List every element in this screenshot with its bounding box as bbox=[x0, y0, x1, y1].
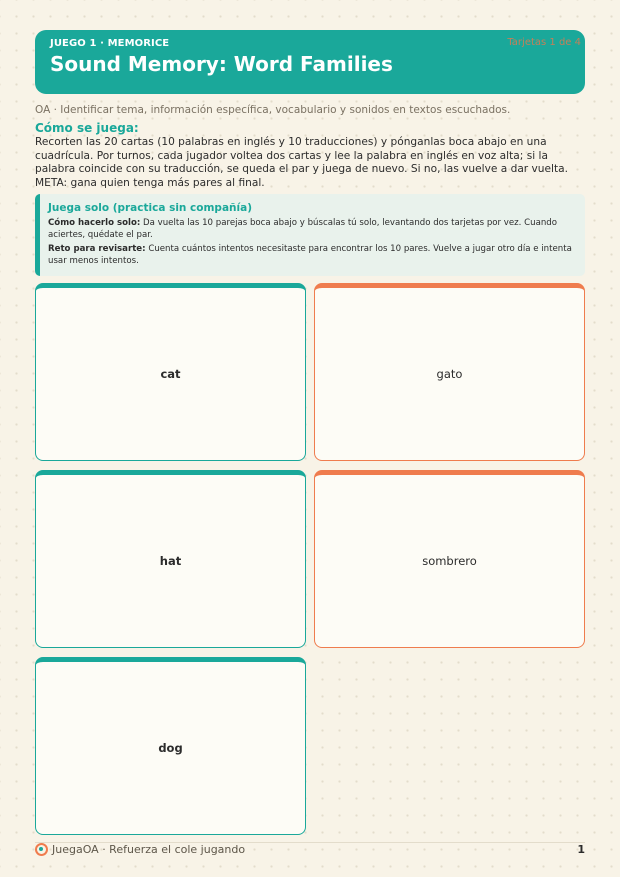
word-card-translation: gato bbox=[314, 283, 585, 461]
word-card-english: dog bbox=[35, 657, 306, 835]
solo-play-box bbox=[35, 194, 585, 276]
word-card-english: cat bbox=[35, 283, 306, 461]
solo-how-paragraph bbox=[48, 217, 575, 241]
how-to-play-text: Recorten las 20 cartas (10 palabras en inglés y 10 traducciones) y pónganlas boca abajo en una cuadrícula. Por turnos, cada jugador voltea dos cartas y lee la palabra en inglés en voz alta; si la palabra coincide con su traducción, se queda el par y juega de nuevo. Si no, las vuelve a dar vuelta. META: gana quien tenga más pares al final. bbox=[35, 136, 568, 189]
page-number: 1 bbox=[577, 843, 585, 856]
word-card-translation: sombrero bbox=[314, 470, 585, 648]
game-kicker: JUEGO 1 · MEMORICE bbox=[50, 38, 170, 49]
how-to-play-heading: Cómo se juega: bbox=[35, 121, 139, 135]
solo-how-label: Cómo hacerlo solo: bbox=[48, 218, 141, 228]
learning-objective: OA · Identificar tema, información específica, vocabulario y sonidos en textos escuchados. bbox=[35, 104, 511, 116]
solo-check-paragraph bbox=[48, 243, 575, 267]
solo-check-text: Cuenta cuántos intentos necesitaste para encontrar los 10 pares. Vuelve a jugar otro día e intenta usar menos intentos. bbox=[48, 244, 572, 266]
footer-brand: JuegaOA · Refuerza el cole jugando bbox=[52, 843, 246, 856]
solo-how-text: Da vuelta las 10 parejas boca abajo y búscalas tú solo, levantando dos tarjetas por vez. Cuando aciertes, quédate el par. bbox=[48, 218, 558, 240]
solo-check-label: Reto para revisarte: bbox=[48, 244, 146, 254]
target-icon bbox=[35, 843, 48, 856]
card-set-tag: Tarjetas 1 de 4 bbox=[507, 37, 581, 48]
page-title: Sound Memory: Word Families bbox=[50, 52, 393, 76]
solo-play-heading: Juega solo (practica sin compañía) bbox=[48, 202, 252, 214]
word-card-english: hat bbox=[35, 470, 306, 648]
page-header bbox=[35, 30, 585, 94]
